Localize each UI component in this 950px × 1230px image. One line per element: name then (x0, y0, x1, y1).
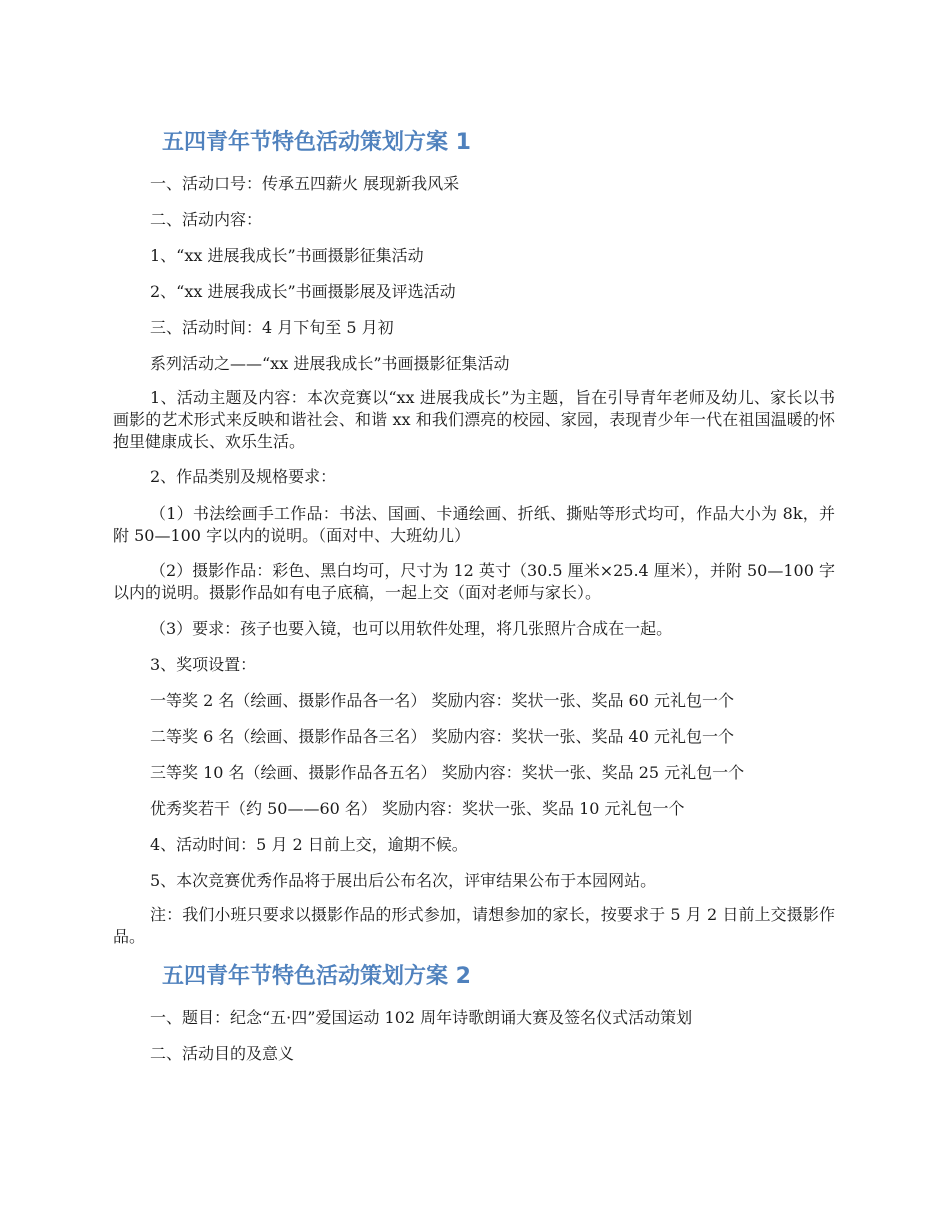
paragraph: 三等奖 10 名（绘画、摄影作品各五名） 奖励内容：奖状一张、奖品 25 元礼包一个 (150, 763, 745, 782)
paragraph: （2）摄影作品：彩色、黑白均可，尺寸为 12 英寸（30.5 厘米×25.4 厘米），并附 50—100 字以内的说明。摄影作品如有电子底稿，一起上交（面对老师与家长）。 (113, 561, 835, 602)
paragraph: （1）书法绘画手工作品：书法、国画、卡通绘画、折纸、撕贴等形式均可，作品大小为 8k，并附 50—100 字以内的说明。（面对中、大班幼儿） (113, 504, 835, 545)
paragraph: 系列活动之——“xx 进展我成长”书画摄影征集活动 (150, 354, 510, 373)
paragraph: 2、作品类别及规格要求： (150, 467, 337, 486)
paragraph: 4、活动时间：5 月 2 日前上交，逾期不候。 (150, 835, 468, 854)
paragraph: 5、本次竞赛优秀作品将于展出后公布名次，评审结果公布于本园网站。 (150, 871, 657, 890)
paragraph: 1、“xx 进展我成长”书画摄影征集活动 (150, 246, 424, 265)
paragraph: 一、活动口号：传承五四薪火 展现新我风采 (150, 174, 460, 193)
paragraph: 三、活动时间：4 月下旬至 5 月初 (150, 318, 394, 337)
paragraph: 一等奖 2 名（绘画、摄影作品各一名） 奖励内容：奖状一张、奖品 60 元礼包一个 (150, 691, 734, 710)
paragraph: 二、活动目的及意义 (150, 1044, 295, 1063)
section-title: 五四青年节特色活动策划方案 1 (162, 130, 471, 155)
paragraph: 二、活动内容： (150, 210, 263, 229)
paragraph: 2、“xx 进展我成长”书画摄影展及评选活动 (150, 282, 456, 301)
paragraph: 优秀奖若干（约 50——60 名） 奖励内容：奖状一张、奖品 10 元礼包一个 (150, 799, 685, 818)
paragraph: 1、活动主题及内容：本次竞赛以“xx 进展我成长”为主题，旨在引导青年老师及幼儿、家长以书画影的艺术形式来反映和谐社会、和谐 xx 和我们漂亮的校园、家园，表现青少年一代在祖国温暖的怀抱里健康成长、欢乐生活。 (113, 388, 835, 451)
paragraph: （3）要求：孩子也要入镜，也可以用软件处理，将几张照片合成在一起。 (150, 619, 673, 638)
paragraph: 3、奖项设置： (150, 655, 257, 674)
paragraph: 二等奖 6 名（绘画、摄影作品各三名） 奖励内容：奖状一张、奖品 40 元礼包一个 (150, 727, 734, 746)
paragraph: 注：我们小班只要求以摄影作品的形式参加，请想参加的家长，按要求于 5 月 2 日前上交摄影作品。 (113, 905, 835, 946)
section-title: 五四青年节特色活动策划方案 2 (162, 964, 471, 989)
paragraph: 一、题目：纪念“五·四”爱国运动 102 周年诗歌朗诵大赛及签名仪式活动策划 (150, 1008, 693, 1027)
